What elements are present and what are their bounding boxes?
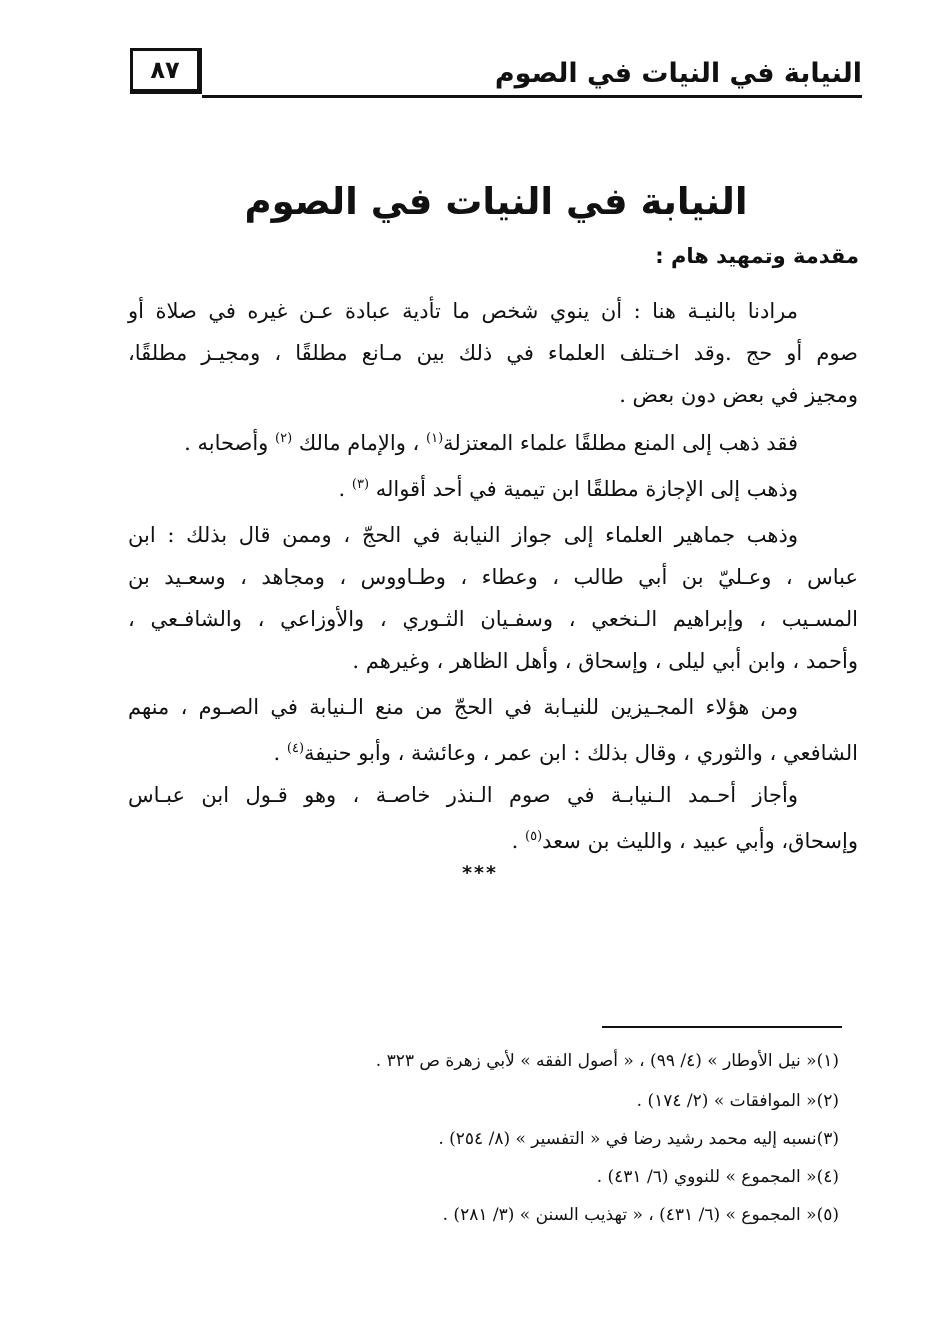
paragraph-6-line-2	[128, 822, 858, 856]
paragraph-1-line-3: ومجيز في بعض دون بعض .	[619, 383, 858, 407]
paragraph-5-line-2-text: الشافعي ، والثوري ، وقال بذلك : ابن عمر ، وعائشة ، وأبو حنيفة	[304, 741, 858, 765]
paragraph-4-line-2: عباس ، وعـليّ بن أبي طالب ، وعطاء ، وطـاووس ، ومجاهد ، وسعـيد بن	[128, 565, 858, 589]
page-header	[130, 40, 862, 98]
footnote-4: (٤)« المجموع » للنووي (٦/ ٤٣١) .	[596, 1167, 839, 1187]
footnote-marker-2: (٢)	[275, 431, 293, 446]
chapter-title: النيابة في النيات في الصوم	[244, 180, 748, 223]
paragraph-6-line-2-text: وإسحاق، وأبي عبيد ، والليث بن سعد	[542, 829, 858, 853]
paragraph-3-text: وذهب إلى الإجازة مطلقًا ابن تيمية في أحد أقواله	[375, 477, 798, 501]
section-separator: ***	[462, 862, 498, 884]
page-number: ٨٧	[130, 48, 202, 94]
paragraph-3	[128, 470, 858, 504]
running-title: النيابة في النيات في الصوم	[494, 58, 862, 89]
paragraph-4-line-1: وذهب جماهير العلماء إلى جواز النيابة في الحجّ ، وممن قال بذلك : ابن	[128, 523, 798, 547]
paragraph-5-line-2-end: .	[273, 741, 281, 765]
section-heading: مقدمة وتمهيد هام :	[655, 244, 859, 268]
header-rule	[202, 95, 862, 98]
paragraph-1-line-1: مرادنا بالنيـة هنا : أن ينوي شخص ما تأدية عبادة عـن غيره في صلاة أو	[128, 299, 798, 323]
footnote-marker-5: (٥)	[525, 829, 543, 844]
paragraph-5-line-1: ومن هؤلاء المجـيزين للنيـابة في الحجّ من منع الـنيابة في الصـوم ، منهم	[128, 695, 798, 719]
paragraph-6-line-2-end: .	[511, 829, 519, 853]
footnote-marker-1: (١)	[426, 431, 444, 446]
footnote-1: (١)« نيل الأوطار » (٤/ ٩٩) ، « أصول الفقه » لأبي زهرة ص ٣٢٣ .	[375, 1051, 839, 1071]
footnote-2: (٢)« الموافقات » (٢/ ١٧٤) .	[636, 1091, 839, 1111]
paragraph-6-line-1: وأجاز أحـمد الـنيابـة في صوم الـنذر خاصـة ، وهو قـول ابن عبـاس	[128, 783, 798, 807]
footnote-3: (٣)نسبه إليه محمد رشيد رضا في « التفسير » (٨/ ٢٥٤) .	[438, 1129, 839, 1149]
paragraph-1-line-2: صوم أو حج .وقد اخـتلف العلماء في ذلك بين مـانع مطلقًا ، ومجيـز مطلقًا،	[128, 341, 858, 365]
paragraph-5-line-2	[128, 734, 858, 768]
footnote-marker-3: (٣)	[351, 477, 370, 492]
paragraph-4-line-4: وأحمد ، وابن أبي ليلى ، وإسحاق ، وأهل الظاهر ، وغيرهم .	[352, 649, 858, 673]
paragraph-2	[128, 424, 858, 458]
paragraph-2-text-a: فقد ذهب إلى المنع مطلقًا علماء المعتزلة	[443, 431, 798, 455]
footnote-5: (٥)« المجموع » (٦/ ٤٣١) ، « تهذيب السنن » (٣/ ٢٨١) .	[442, 1205, 839, 1225]
paragraph-3-end: .	[338, 477, 346, 501]
paragraph-2-text-c: وأصحابه .	[184, 431, 269, 455]
footnote-marker-4: (٤)	[286, 741, 305, 756]
footnote-rule	[602, 1026, 842, 1028]
paragraph-2-text-b: ، والإمام مالك	[298, 431, 420, 455]
paragraph-4-line-3: المسـيب ، وإبراهيم الـنخعي ، وسفـيان الثـوري ، والأوزاعي ، والشافـعي ،	[128, 607, 858, 631]
